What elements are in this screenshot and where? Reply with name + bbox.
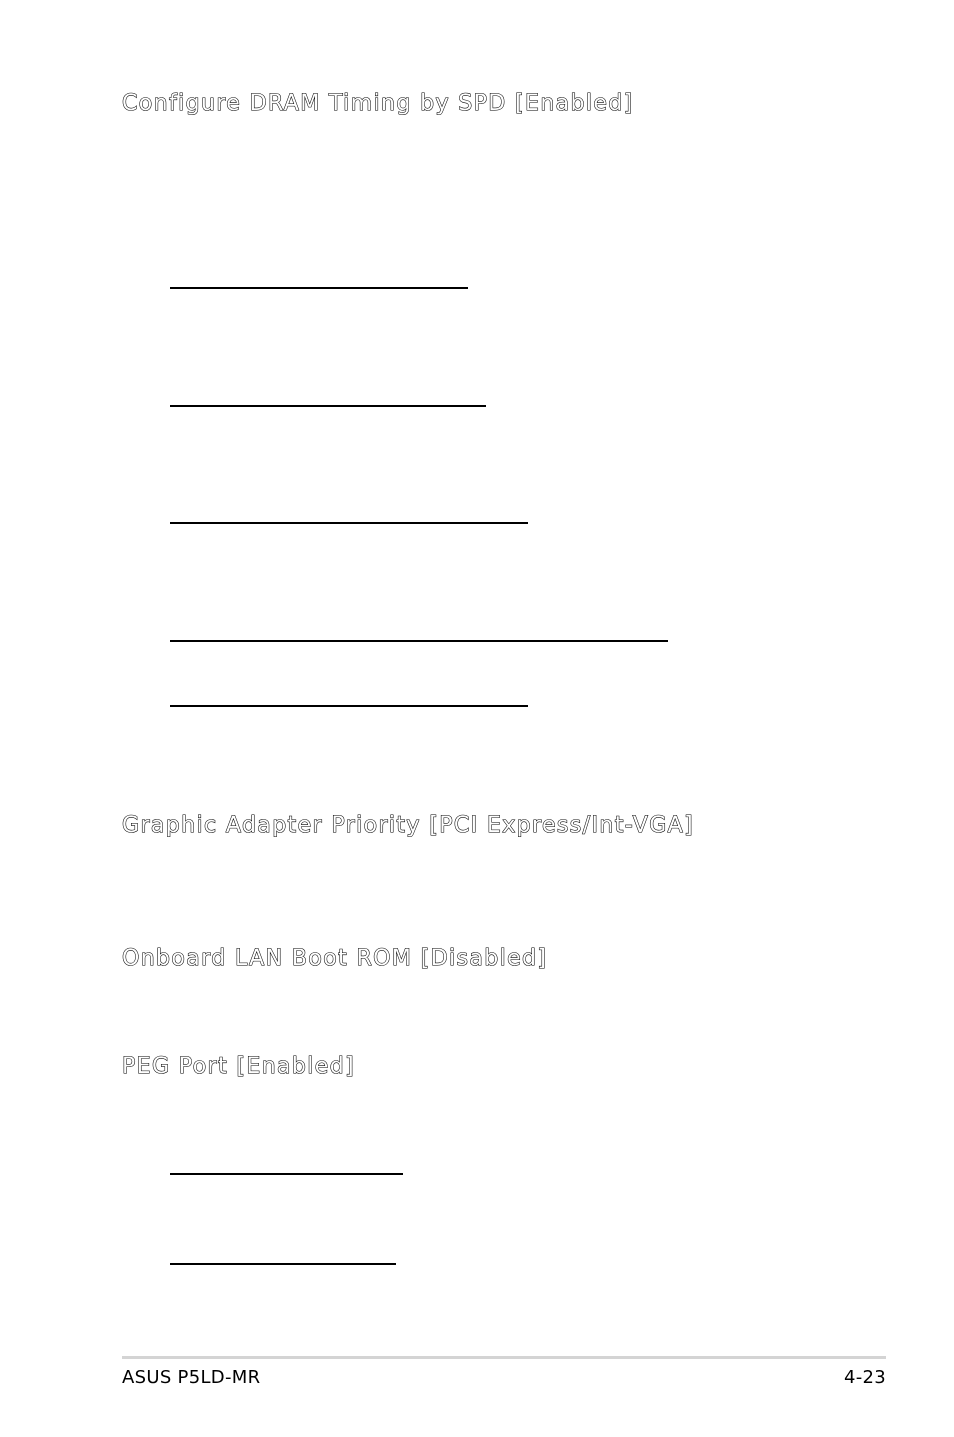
subitem-rule-6 (170, 1173, 403, 1175)
subitem-rule-1 (170, 287, 468, 289)
subitem-rule-2 (170, 405, 486, 407)
subitem-rule-4 (170, 640, 668, 642)
footer-page-number: 4-23 (843, 1367, 886, 1388)
section-heading-dram-timing: Configure DRAM Timing by SPD [Enabled] (122, 91, 634, 116)
footer-model-name: ASUS P5LD-MR (122, 1367, 261, 1388)
footer-divider (122, 1356, 886, 1359)
subitem-rule-3 (170, 522, 528, 524)
section-heading-onboard-lan-boot-rom: Onboard LAN Boot ROM [Disabled] (122, 946, 548, 971)
subitem-rule-7 (170, 1263, 396, 1265)
section-heading-peg-port: PEG Port [Enabled] (122, 1054, 356, 1079)
section-heading-graphic-adapter-priority: Graphic Adapter Priority [PCI Express/Int-VGA] (122, 813, 695, 838)
subitem-rule-5 (170, 705, 528, 707)
